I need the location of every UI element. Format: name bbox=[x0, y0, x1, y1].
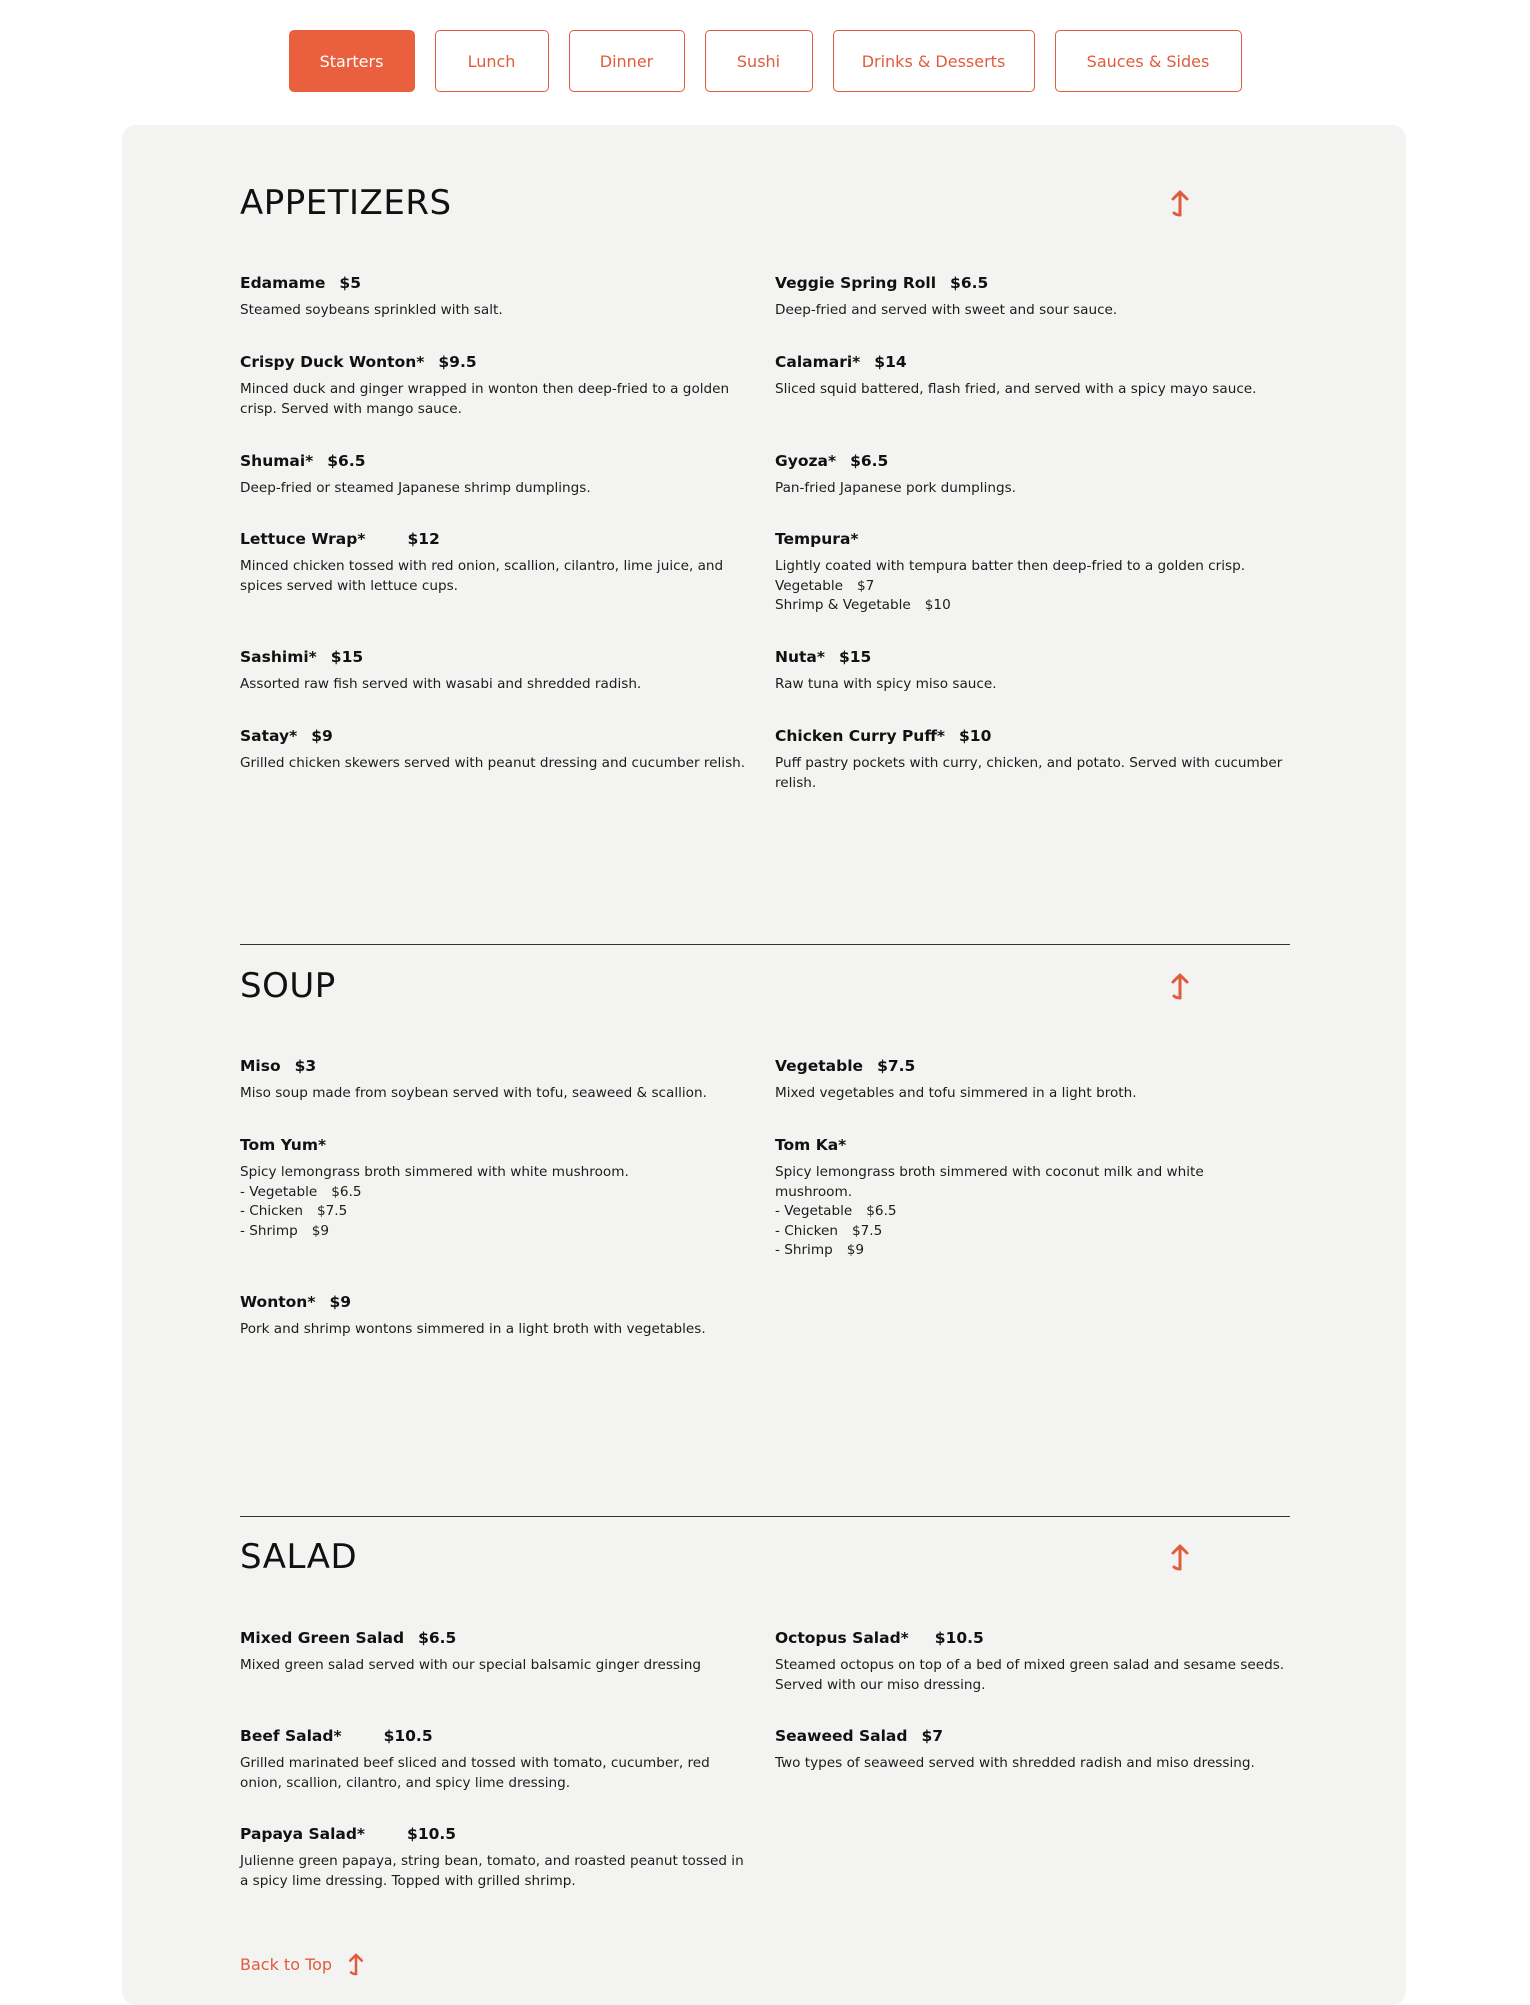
item-name: Tom Yum* bbox=[240, 1136, 327, 1154]
menu-item bbox=[240, 727, 750, 774]
item-name: Vegetable bbox=[775, 1057, 864, 1075]
item-price: $10.5 bbox=[383, 1727, 433, 1745]
item-description: Lightly coated with tempura batter then deep-fried to a golden crisp. bbox=[775, 558, 1246, 574]
menu-item bbox=[775, 1727, 1285, 1774]
item-name: Octopus Salad* bbox=[775, 1629, 909, 1647]
item-option: - Shrimp $9 bbox=[775, 1242, 865, 1258]
item-description: Grilled chicken skewers served with peanut dressing and cucumber relish. bbox=[240, 755, 746, 771]
back-to-top-label: Back to Top bbox=[240, 1954, 333, 1974]
arrow-up-icon bbox=[346, 1950, 366, 1978]
section-title-soup: SOUP bbox=[240, 966, 336, 1006]
section-divider bbox=[240, 944, 1290, 945]
menu-item bbox=[240, 1629, 750, 1676]
menu-item bbox=[775, 274, 1285, 321]
item-price: $9.5 bbox=[438, 353, 477, 371]
item-name: Miso bbox=[240, 1057, 281, 1075]
item-description: Deep-fried or steamed Japanese shrimp dumplings. bbox=[240, 480, 591, 496]
item-description: Deep-fried and served with sweet and sour sauce. bbox=[775, 302, 1118, 318]
menu-item bbox=[240, 648, 750, 695]
menu-item bbox=[775, 727, 1285, 793]
item-description: Spicy lemongrass broth simmered with coconut milk and white mushroom. bbox=[775, 1164, 1204, 1200]
item-name: Shumai* bbox=[240, 452, 314, 470]
item-name: Wonton* bbox=[240, 1293, 316, 1311]
item-name: Mixed Green Salad bbox=[240, 1629, 405, 1647]
item-price: $6.5 bbox=[418, 1629, 457, 1647]
menu-item bbox=[775, 648, 1285, 695]
item-price: $6.5 bbox=[950, 274, 989, 292]
menu-item bbox=[240, 1136, 750, 1241]
item-description: Mixed vegetables and tofu simmered in a light broth. bbox=[775, 1085, 1137, 1101]
item-price: $10 bbox=[959, 727, 992, 745]
item-price: $15 bbox=[838, 648, 872, 666]
menu-item bbox=[240, 530, 750, 596]
tab-starters[interactable]: Starters bbox=[289, 30, 415, 92]
item-option: - Chicken $7.5 bbox=[240, 1203, 348, 1219]
item-price: $10.5 bbox=[407, 1825, 457, 1843]
tab-sushi[interactable]: Sushi bbox=[705, 30, 813, 92]
item-description: Sliced squid battered, flash fried, and served with a spicy mayo sauce. bbox=[775, 381, 1257, 397]
tab-dinner[interactable]: Dinner bbox=[569, 30, 685, 92]
item-price: $7 bbox=[921, 1727, 944, 1745]
item-price: $9 bbox=[311, 727, 333, 745]
item-description: Pan-fried Japanese pork dumplings. bbox=[775, 480, 1016, 496]
item-price: $7.5 bbox=[877, 1057, 916, 1075]
arrow-up-icon[interactable] bbox=[1168, 188, 1192, 218]
item-price: $6.5 bbox=[327, 452, 366, 470]
item-name: Nuta* bbox=[775, 648, 825, 666]
menu-item bbox=[240, 353, 750, 419]
menu-item bbox=[775, 452, 1285, 499]
item-option: Shrimp & Vegetable $10 bbox=[775, 597, 951, 613]
tab-lunch[interactable]: Lunch bbox=[435, 30, 549, 92]
tab-drinks-desserts[interactable]: Drinks & Desserts bbox=[833, 30, 1035, 92]
menu-item bbox=[775, 1629, 1285, 1695]
item-price: $3 bbox=[294, 1057, 317, 1075]
item-description: Pork and shrimp wontons simmered in a light broth with vegetables. bbox=[240, 1321, 706, 1337]
item-name: Tempura* bbox=[775, 530, 859, 548]
item-name: Seaweed Salad bbox=[775, 1727, 908, 1745]
item-price: $9 bbox=[329, 1293, 352, 1311]
menu-item bbox=[775, 1057, 1285, 1104]
item-name: Crispy Duck Wonton* bbox=[240, 353, 425, 371]
item-description: Spicy lemongrass broth simmered with white mushroom. bbox=[240, 1164, 629, 1180]
item-option: - Vegetable $6.5 bbox=[240, 1183, 362, 1200]
item-description: Julienne green papaya, string bean, tomato, and roasted peanut tossed in a spicy lime dressing. Topped with grilled shrimp. bbox=[240, 1853, 744, 1889]
section-divider bbox=[240, 1516, 1290, 1517]
item-description: Grilled marinated beef sliced and tossed with tomato, cucumber, red onion, scallion, cilantro, and spicy lime dressing. bbox=[240, 1755, 710, 1791]
item-price: $5 bbox=[339, 274, 361, 292]
item-price: $10.5 bbox=[934, 1629, 984, 1647]
item-description: Mixed green salad served with our special balsamic ginger dressing bbox=[240, 1657, 701, 1673]
item-description: Miso soup made from soybean served with tofu, seaweed & scallion. bbox=[240, 1085, 707, 1101]
item-option: - Shrimp $9 bbox=[240, 1222, 330, 1239]
menu-item bbox=[240, 1727, 750, 1793]
item-price: $14 bbox=[874, 353, 907, 371]
item-name: Gyoza* bbox=[775, 452, 837, 470]
item-price: $15 bbox=[330, 648, 364, 666]
item-price: $6.5 bbox=[850, 452, 889, 470]
item-description: Assorted raw fish served with wasabi and shredded radish. bbox=[240, 676, 642, 692]
section-title-appetizers: APPETIZERS bbox=[240, 183, 452, 223]
item-name: Beef Salad* bbox=[240, 1727, 342, 1745]
menu-tabs bbox=[0, 30, 1530, 92]
item-description: Minced chicken tossed with red onion, scallion, cilantro, lime juice, and spices served with lettuce cups. bbox=[240, 558, 724, 594]
item-option: - Vegetable $6.5 bbox=[775, 1203, 897, 1219]
item-name: Tom Ka* bbox=[775, 1136, 847, 1154]
item-option: Vegetable $7 bbox=[775, 577, 875, 594]
tab-sauces-sides[interactable]: Sauces & Sides bbox=[1055, 30, 1242, 92]
menu-item bbox=[775, 1136, 1285, 1261]
item-name: Papaya Salad* bbox=[240, 1825, 366, 1843]
back-to-top-link[interactable] bbox=[240, 1950, 366, 1978]
menu-item bbox=[240, 274, 750, 321]
menu-item bbox=[775, 353, 1285, 400]
item-name: Veggie Spring Roll bbox=[775, 274, 937, 292]
item-description: Puff pastry pockets with curry, chicken, and potato. Served with cucumber relish. bbox=[775, 755, 1283, 791]
item-description: Steamed octopus on top of a bed of mixed green salad and sesame seeds. Served with our miso dressing. bbox=[775, 1657, 1285, 1693]
item-description: Two types of seaweed served with shredded radish and miso dressing. bbox=[775, 1755, 1255, 1771]
item-name: Chicken Curry Puff* bbox=[775, 727, 946, 745]
item-name: Sashimi* bbox=[240, 648, 317, 666]
arrow-up-icon[interactable] bbox=[1168, 971, 1192, 1001]
menu-item bbox=[240, 1057, 750, 1104]
item-description: Raw tuna with spicy miso sauce. bbox=[775, 676, 997, 692]
item-name: Edamame bbox=[240, 274, 326, 292]
menu-item bbox=[240, 1825, 750, 1891]
item-description: Steamed soybeans sprinkled with salt. bbox=[240, 302, 503, 318]
menu-item bbox=[240, 452, 750, 499]
item-name: Calamari* bbox=[775, 353, 861, 371]
item-option: - Chicken $7.5 bbox=[775, 1222, 883, 1239]
item-name: Satay* bbox=[240, 727, 298, 745]
menu-item bbox=[775, 530, 1285, 616]
arrow-up-icon[interactable] bbox=[1168, 1542, 1192, 1572]
item-price: $12 bbox=[407, 530, 440, 548]
menu-item bbox=[240, 1293, 750, 1340]
item-description: Minced duck and ginger wrapped in wonton then deep-fried to a golden crisp. Served with mango sauce. bbox=[240, 381, 730, 417]
item-name: Lettuce Wrap* bbox=[240, 530, 366, 548]
section-title-salad: SALAD bbox=[240, 1537, 358, 1577]
